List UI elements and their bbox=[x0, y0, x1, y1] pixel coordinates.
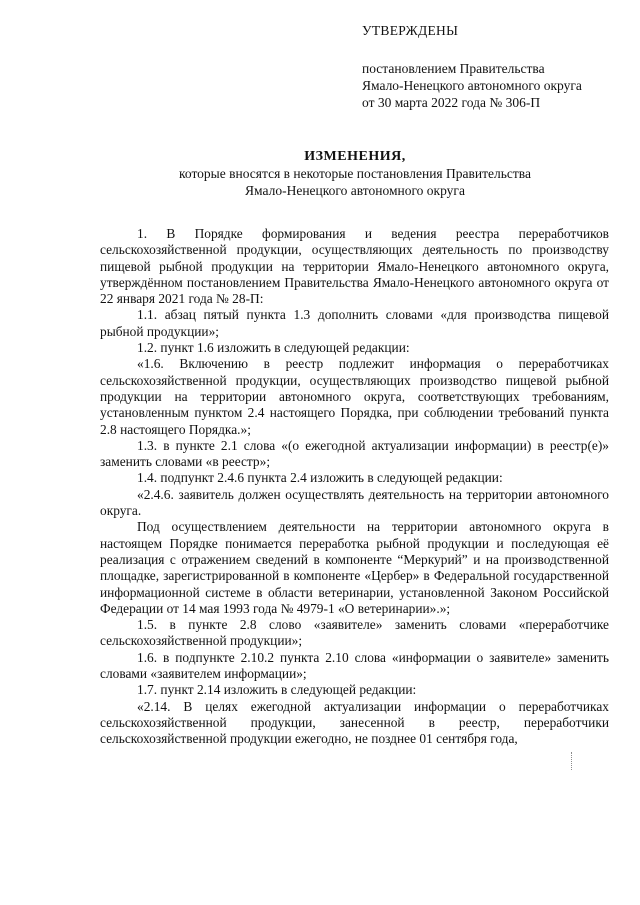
paragraph-1-6: 1.6. в подпункте 2.10.2 пункта 2.10 слова «информации о заявителе» заменить словами «заявителем информации»; bbox=[100, 649, 609, 682]
document-title: ИЗМЕНЕНИЯ, bbox=[304, 149, 406, 164]
approval-line-1: постановлением Правительства bbox=[362, 61, 545, 76]
document-subtitle-line-2: Ямало-Ненецкого автономного округа bbox=[245, 183, 465, 198]
approval-line-3: от 30 марта 2022 года № 306-П bbox=[362, 95, 541, 110]
approval-line-2: Ямало-Ненецкого автономного округа bbox=[362, 78, 582, 93]
document-body bbox=[100, 226, 609, 748]
paragraph-activity-definition: Под осуществлением деятельности на территории автономного округа в настоящем Порядке понимается переработка рыбной продукции и последующая её реализация с отражением сведений в компоненте “Меркурий” и на производственной площадке, зарегистрированной в компоненте «Цербер» в Федеральной государственной информационной системе в области ветеринарии, установленной Законом Российской Федерации от 14 мая 1993 года № 4979-1 «О ветеринарии».»; bbox=[100, 519, 609, 616]
paragraph-1: 1. В Порядке формирования и ведения реестра переработчиков сельскохозяйственной продукции, осуществляющих деятельность по производству пищевой рыбной продукции на территории Ямало-Ненецкого автономного округа, утверждённом постановлением Правительства Ямало-Ненецкого автономного округа от 22 января 2021 года № 28-П: bbox=[100, 226, 609, 307]
paragraph-1-6-text: «1.6. Включению в реестр подлежит информация о переработчиках сельскохозяйственной продукции, осуществляющих производство пищевой рыбной продукции на территории автономного округа, соответствующих требованиям, установленным пунктом 2.4 настоящего Порядка, при соблюдении требований пункта 2.8 настоящего Порядка.»; bbox=[100, 356, 609, 437]
paragraph-1-2: 1.2. пункт 1.6 изложить в следующей редакции: bbox=[137, 340, 410, 356]
approval-label: УТВЕРЖДЕНЫ bbox=[362, 23, 459, 38]
document-heading bbox=[100, 148, 610, 199]
approval-block bbox=[362, 22, 622, 111]
paragraph-1-4: 1.4. подпункт 2.4.6 пункта 2.4 изложить в следующей редакции: bbox=[137, 470, 503, 486]
paragraph-1-1: 1.1. абзац пятый пункта 1.3 дополнить словами «для производства пищевой рыбной продукции»; bbox=[100, 307, 609, 339]
scan-artifact-mark bbox=[571, 752, 573, 770]
paragraph-1-7: 1.7. пункт 2.14 изложить в следующей редакции: bbox=[137, 682, 417, 698]
paragraph-2-4-6-text: «2.4.6. заявитель должен осуществлять деятельность на территории автономного округа. bbox=[100, 486, 609, 519]
paragraph-1-5: 1.5. в пункте 2.8 слово «заявителе» заменить словами «переработчике сельскохозяйственной продукции»; bbox=[100, 617, 609, 649]
paragraph-2-14-text: «2.14. В целях ежегодной актуализации информации о переработчиках сельскохозяйственной продукции, занесенной в реестр, переработчики сельскохозяйственной продукции ежегодно, не позднее 01 сентября года, bbox=[100, 698, 609, 747]
document-subtitle-line-1: которые вносятся в некоторые постановления Правительства bbox=[179, 166, 531, 181]
paragraph-1-3: 1.3. в пункте 2.1 слова «(о ежегодной актуализации информации) в реестр(е)» заменить словами «в реестр»; bbox=[100, 437, 609, 470]
